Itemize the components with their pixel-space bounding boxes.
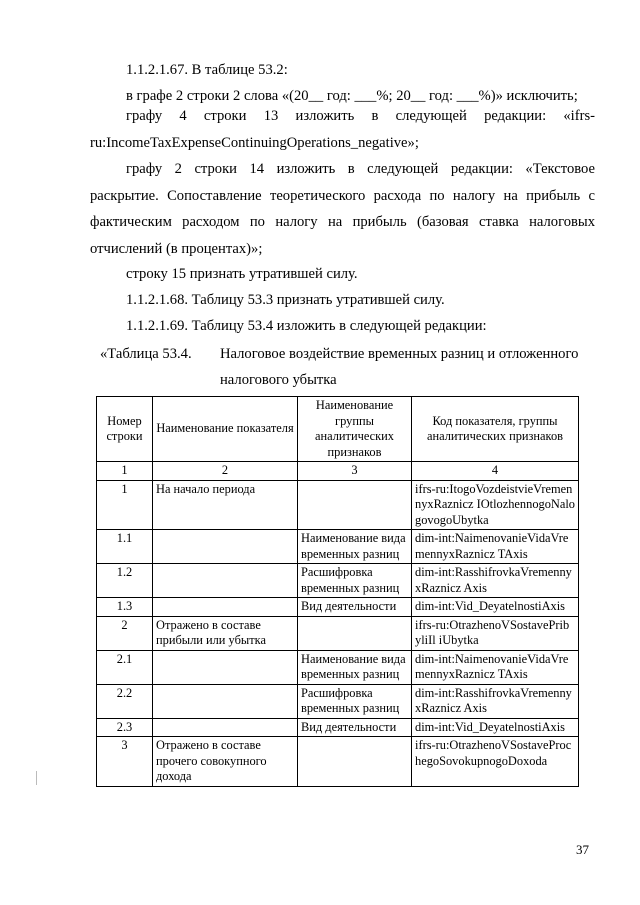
code-cell: dim-int:NaimenovanieVidaVremennyxRaznicz TAxis (412, 650, 579, 684)
code-cell: dim-int:NaimenovanieVidaVremennyxRaznicz TAxis (412, 530, 579, 564)
indicator-name-cell (153, 598, 298, 617)
code-cell: dim-int:RasshifrovkaVremennyxRaznicz Axis (412, 564, 579, 598)
table-header-row (97, 397, 579, 462)
table-row (97, 530, 579, 564)
table-column-numbers-row (97, 462, 579, 481)
row-number-cell: 1.3 (97, 598, 153, 617)
header-indicator-name: Наименование показателя (153, 397, 298, 462)
scan-margin-mark (36, 771, 37, 785)
table-row (97, 616, 579, 650)
indicator-name-cell: Отражено в составе прочего совокупного дохода (153, 737, 298, 787)
table-row (97, 598, 579, 617)
row-number-cell: 2.3 (97, 718, 153, 737)
column-number: 4 (412, 462, 579, 481)
paragraph-p7: 1.1.2.1.69. Таблицу 53.4 изложить в следующей редакции: (126, 318, 487, 334)
code-cell: ifrs-ru:ItogoVozdeistvieVremennyxRaznicz IOtlozhennogoNalogovogoUbytka (412, 480, 579, 530)
table-row (97, 480, 579, 530)
indicator-name-cell (153, 530, 298, 564)
indicator-name-cell (153, 718, 298, 737)
page-number: 37 (576, 842, 589, 857)
paragraph-p3: графу 4 строки 13 изложить в следующей редакции: «ifrs-ru:IncomeTaxExpenseContinuingOperations_negative»; (90, 108, 595, 151)
analytic-group-cell: Наименование вида временных разниц (298, 650, 412, 684)
table-row (97, 684, 579, 718)
indicator-name-cell: На начало периода (153, 480, 298, 530)
indicator-name-cell (153, 650, 298, 684)
analytic-group-cell (298, 737, 412, 787)
table-row (97, 650, 579, 684)
paragraph-p1: 1.1.2.1.67. В таблице 53.2: (126, 62, 288, 78)
row-number-cell: 2.1 (97, 650, 153, 684)
analytic-group-cell: Наименование вида временных разниц (298, 530, 412, 564)
column-number: 1 (97, 462, 153, 481)
paragraph-p6: 1.1.2.1.68. Таблицу 53.3 признать утратившей силу. (126, 292, 445, 308)
paragraph-p5: строку 15 признать утратившей силу. (126, 266, 358, 282)
table-row (97, 564, 579, 598)
row-number-cell: 2.2 (97, 684, 153, 718)
code-cell: dim-int:RasshifrovkaVremennyxRaznicz Axis (412, 684, 579, 718)
code-cell: ifrs-ru:OtrazhenoVSostaveProchegoSovokupnogoDoxoda (412, 737, 579, 787)
row-number-cell: 1.2 (97, 564, 153, 598)
paragraph-p2: в графе 2 строки 2 слова «(20__ год: ___%; 20__ год: ___%)» исключить; (126, 88, 578, 104)
column-number: 3 (298, 462, 412, 481)
header-analytic-group-name: Наименование группы аналитических признаков (298, 397, 412, 462)
row-number-cell: 2 (97, 616, 153, 650)
analytic-group-cell (298, 480, 412, 530)
analytic-group-cell: Вид деятельности (298, 598, 412, 617)
header-row-number: Номер строки (97, 397, 153, 462)
code-cell: ifrs-ru:OtrazhenoVSostavePribyliIl iUbytka (412, 616, 579, 650)
table-53-4 (96, 396, 579, 787)
row-number-cell: 1 (97, 480, 153, 530)
indicator-name-cell (153, 564, 298, 598)
table-caption-label: «Таблица 53.4. (100, 346, 192, 362)
row-number-cell: 3 (97, 737, 153, 787)
code-cell: dim-int:Vid_DeyatelnostiAxis (412, 718, 579, 737)
table-caption-title-1: Налоговое воздействие временных разниц и отложенного (220, 346, 579, 362)
indicator-name-cell: Отражено в составе прибыли или убытка (153, 616, 298, 650)
column-number: 2 (153, 462, 298, 481)
analytic-group-cell: Вид деятельности (298, 718, 412, 737)
table-row (97, 718, 579, 737)
indicator-name-cell (153, 684, 298, 718)
analytic-group-cell: Расшифровка временных разниц (298, 684, 412, 718)
table-row (97, 737, 579, 787)
code-cell: dim-int:Vid_DeyatelnostiAxis (412, 598, 579, 617)
header-code: Код показателя, группы аналитических признаков (412, 397, 579, 462)
analytic-group-cell (298, 616, 412, 650)
row-number-cell: 1.1 (97, 530, 153, 564)
paragraph-p4: графу 2 строки 14 изложить в следующей редакции: «Текстовое раскрытие. Сопоставление теоретического расхода по налогу на прибыль с фактическим расходом по налогу на прибыль (базовая ставка налоговых отчислений (в процентах)»; (90, 161, 595, 257)
table-caption-title-2: налогового убытка (220, 372, 337, 388)
analytic-group-cell: Расшифровка временных разниц (298, 564, 412, 598)
